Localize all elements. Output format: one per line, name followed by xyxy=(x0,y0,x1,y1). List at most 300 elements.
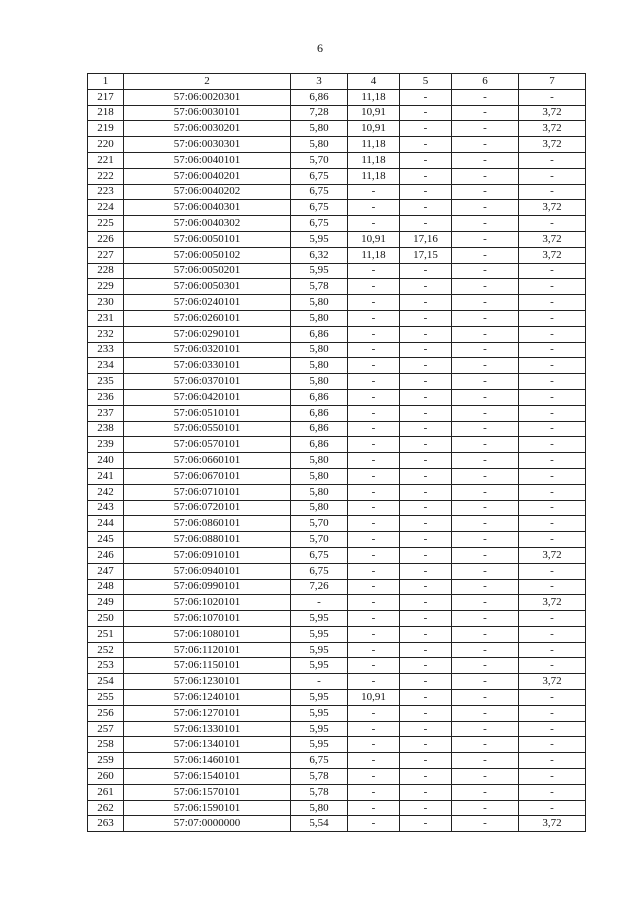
col5-cell: - xyxy=(400,769,452,785)
col7-cell: - xyxy=(519,563,586,579)
column-header: 1 xyxy=(88,74,124,90)
table-row xyxy=(88,642,586,658)
cadastral-code-cell: 57:06:0050102 xyxy=(124,247,291,263)
table-row xyxy=(88,690,586,706)
col7-cell: - xyxy=(519,769,586,785)
table-row xyxy=(88,89,586,105)
column-header: 5 xyxy=(400,74,452,90)
cadastral-code-cell: 57:06:0240101 xyxy=(124,295,291,311)
col4-cell: - xyxy=(348,437,400,453)
col3-cell: 6,75 xyxy=(291,547,348,563)
col7-cell: - xyxy=(519,800,586,816)
cadastral-code-cell: 57:06:1020101 xyxy=(124,595,291,611)
col6-cell: - xyxy=(452,611,519,627)
col5-cell: - xyxy=(400,89,452,105)
col6-cell: - xyxy=(452,721,519,737)
col7-cell: 3,72 xyxy=(519,105,586,121)
row-number-cell: 217 xyxy=(88,89,124,105)
table-row xyxy=(88,184,586,200)
table-row xyxy=(88,800,586,816)
col4-cell: 10,91 xyxy=(348,105,400,121)
col6-cell: - xyxy=(452,389,519,405)
cadastral-code-cell: 57:06:0330101 xyxy=(124,358,291,374)
col7-cell: - xyxy=(519,737,586,753)
col4-cell: - xyxy=(348,642,400,658)
col6-cell: - xyxy=(452,705,519,721)
col5-cell: - xyxy=(400,484,452,500)
col4-cell: - xyxy=(348,389,400,405)
col6-cell: - xyxy=(452,484,519,500)
col4-cell: 10,91 xyxy=(348,690,400,706)
col7-cell: - xyxy=(519,437,586,453)
col4-cell: - xyxy=(348,579,400,595)
col5-cell: 17,16 xyxy=(400,231,452,247)
table-row xyxy=(88,168,586,184)
row-number-cell: 244 xyxy=(88,516,124,532)
col4-cell: - xyxy=(348,295,400,311)
row-number-cell: 232 xyxy=(88,326,124,342)
col3-cell: 5,80 xyxy=(291,453,348,469)
table-row xyxy=(88,547,586,563)
cadastral-code-cell: 57:06:0570101 xyxy=(124,437,291,453)
table-row xyxy=(88,658,586,674)
table-row xyxy=(88,247,586,263)
col7-cell: - xyxy=(519,484,586,500)
col5-cell: - xyxy=(400,626,452,642)
table-row xyxy=(88,405,586,421)
col5-cell: - xyxy=(400,358,452,374)
column-header: 4 xyxy=(348,74,400,90)
table-row xyxy=(88,626,586,642)
table-row xyxy=(88,784,586,800)
row-number-cell: 220 xyxy=(88,137,124,153)
col3-cell: 5,80 xyxy=(291,310,348,326)
col4-cell: 10,91 xyxy=(348,121,400,137)
col5-cell: - xyxy=(400,532,452,548)
row-number-cell: 256 xyxy=(88,705,124,721)
cadastral-code-cell: 57:06:0940101 xyxy=(124,563,291,579)
row-number-cell: 245 xyxy=(88,532,124,548)
col3-cell: 6,86 xyxy=(291,89,348,105)
col7-cell: 3,72 xyxy=(519,231,586,247)
col4-cell: - xyxy=(348,547,400,563)
col4-cell: 11,18 xyxy=(348,137,400,153)
col3-cell: 6,32 xyxy=(291,247,348,263)
col3-cell: 7,26 xyxy=(291,579,348,595)
col7-cell: 3,72 xyxy=(519,816,586,832)
col7-cell: 3,72 xyxy=(519,247,586,263)
col3-cell: 5,95 xyxy=(291,658,348,674)
cadastral-code-cell: 57:07:0000000 xyxy=(124,816,291,832)
table-body xyxy=(88,89,586,831)
col7-cell: - xyxy=(519,263,586,279)
table-row xyxy=(88,579,586,595)
table-row xyxy=(88,263,586,279)
table-header-row xyxy=(88,74,586,90)
row-number-cell: 230 xyxy=(88,295,124,311)
col5-cell: - xyxy=(400,295,452,311)
col4-cell: - xyxy=(348,705,400,721)
col3-cell: 6,86 xyxy=(291,326,348,342)
col7-cell: - xyxy=(519,721,586,737)
cadastral-code-cell: 57:06:0510101 xyxy=(124,405,291,421)
col6-cell: - xyxy=(452,200,519,216)
table-row xyxy=(88,342,586,358)
col5-cell: - xyxy=(400,168,452,184)
row-number-cell: 260 xyxy=(88,769,124,785)
col4-cell: - xyxy=(348,216,400,232)
col7-cell: - xyxy=(519,279,586,295)
table-row xyxy=(88,374,586,390)
table-row xyxy=(88,121,586,137)
col3-cell: 5,80 xyxy=(291,800,348,816)
row-number-cell: 255 xyxy=(88,690,124,706)
row-number-cell: 239 xyxy=(88,437,124,453)
col4-cell: - xyxy=(348,816,400,832)
col4-cell: 10,91 xyxy=(348,231,400,247)
col6-cell: - xyxy=(452,800,519,816)
col5-cell: - xyxy=(400,279,452,295)
col3-cell: 5,95 xyxy=(291,263,348,279)
col4-cell: - xyxy=(348,421,400,437)
table-row xyxy=(88,200,586,216)
col5-cell: - xyxy=(400,721,452,737)
table-row xyxy=(88,152,586,168)
cadastral-code-cell: 57:06:0050101 xyxy=(124,231,291,247)
col6-cell: - xyxy=(452,374,519,390)
col3-cell: 5,54 xyxy=(291,816,348,832)
col7-cell: - xyxy=(519,295,586,311)
col6-cell: - xyxy=(452,563,519,579)
col6-cell: - xyxy=(452,89,519,105)
table-row xyxy=(88,453,586,469)
col4-cell: - xyxy=(348,468,400,484)
column-header: 2 xyxy=(124,74,291,90)
cadastral-code-cell: 57:06:1270101 xyxy=(124,705,291,721)
col3-cell: - xyxy=(291,674,348,690)
col6-cell: - xyxy=(452,405,519,421)
col6-cell: - xyxy=(452,326,519,342)
table-row xyxy=(88,737,586,753)
col6-cell: - xyxy=(452,231,519,247)
col3-cell: 5,95 xyxy=(291,721,348,737)
col6-cell: - xyxy=(452,500,519,516)
table-row xyxy=(88,516,586,532)
col3-cell: 5,95 xyxy=(291,705,348,721)
col4-cell: - xyxy=(348,595,400,611)
data-table xyxy=(87,73,586,832)
col3-cell: 5,80 xyxy=(291,484,348,500)
cadastral-code-cell: 57:06:0040101 xyxy=(124,152,291,168)
col4-cell: - xyxy=(348,374,400,390)
col6-cell: - xyxy=(452,737,519,753)
col6-cell: - xyxy=(452,279,519,295)
cadastral-code-cell: 57:06:0040302 xyxy=(124,216,291,232)
table-row xyxy=(88,500,586,516)
row-number-cell: 226 xyxy=(88,231,124,247)
col6-cell: - xyxy=(452,358,519,374)
cadastral-code-cell: 57:06:0030201 xyxy=(124,121,291,137)
col5-cell: - xyxy=(400,500,452,516)
col3-cell: 5,95 xyxy=(291,690,348,706)
table-row xyxy=(88,532,586,548)
col4-cell: - xyxy=(348,769,400,785)
row-number-cell: 240 xyxy=(88,453,124,469)
cadastral-code-cell: 57:06:0050201 xyxy=(124,263,291,279)
row-number-cell: 263 xyxy=(88,816,124,832)
cadastral-code-cell: 57:06:0550101 xyxy=(124,421,291,437)
col7-cell: 3,72 xyxy=(519,137,586,153)
col4-cell: - xyxy=(348,326,400,342)
col5-cell: - xyxy=(400,342,452,358)
col7-cell: 3,72 xyxy=(519,547,586,563)
col5-cell: - xyxy=(400,579,452,595)
cadastral-code-cell: 57:06:1340101 xyxy=(124,737,291,753)
col4-cell: - xyxy=(348,358,400,374)
col7-cell: 3,72 xyxy=(519,595,586,611)
cadastral-code-cell: 57:06:0880101 xyxy=(124,532,291,548)
col5-cell: - xyxy=(400,405,452,421)
row-number-cell: 236 xyxy=(88,389,124,405)
col7-cell: - xyxy=(519,500,586,516)
cadastral-code-cell: 57:06:1330101 xyxy=(124,721,291,737)
cadastral-code-cell: 57:06:0320101 xyxy=(124,342,291,358)
col7-cell: - xyxy=(519,579,586,595)
row-number-cell: 222 xyxy=(88,168,124,184)
col6-cell: - xyxy=(452,105,519,121)
table-row xyxy=(88,721,586,737)
table-row xyxy=(88,358,586,374)
table-row xyxy=(88,231,586,247)
row-number-cell: 231 xyxy=(88,310,124,326)
cadastral-code-cell: 57:06:0040201 xyxy=(124,168,291,184)
table-row xyxy=(88,421,586,437)
col6-cell: - xyxy=(452,263,519,279)
col5-cell: - xyxy=(400,184,452,200)
row-number-cell: 248 xyxy=(88,579,124,595)
col6-cell: - xyxy=(452,137,519,153)
col6-cell: - xyxy=(452,674,519,690)
row-number-cell: 238 xyxy=(88,421,124,437)
row-number-cell: 235 xyxy=(88,374,124,390)
col4-cell: - xyxy=(348,500,400,516)
col3-cell: 5,95 xyxy=(291,611,348,627)
cadastral-code-cell: 57:06:0420101 xyxy=(124,389,291,405)
col3-cell: 6,86 xyxy=(291,389,348,405)
table-row xyxy=(88,105,586,121)
row-number-cell: 225 xyxy=(88,216,124,232)
col3-cell: 6,75 xyxy=(291,184,348,200)
table-row xyxy=(88,563,586,579)
col3-cell: 5,80 xyxy=(291,137,348,153)
col5-cell: - xyxy=(400,137,452,153)
col5-cell: - xyxy=(400,642,452,658)
col3-cell: 6,75 xyxy=(291,563,348,579)
col5-cell: - xyxy=(400,121,452,137)
cadastral-code-cell: 57:06:0040301 xyxy=(124,200,291,216)
col4-cell: - xyxy=(348,721,400,737)
row-number-cell: 257 xyxy=(88,721,124,737)
col5-cell: - xyxy=(400,800,452,816)
row-number-cell: 253 xyxy=(88,658,124,674)
col6-cell: - xyxy=(452,784,519,800)
col7-cell: - xyxy=(519,310,586,326)
row-number-cell: 258 xyxy=(88,737,124,753)
col4-cell: 11,18 xyxy=(348,89,400,105)
row-number-cell: 259 xyxy=(88,753,124,769)
col5-cell: 17,15 xyxy=(400,247,452,263)
col4-cell: - xyxy=(348,532,400,548)
col5-cell: - xyxy=(400,105,452,121)
col6-cell: - xyxy=(452,453,519,469)
col6-cell: - xyxy=(452,516,519,532)
col5-cell: - xyxy=(400,784,452,800)
col7-cell: - xyxy=(519,358,586,374)
col6-cell: - xyxy=(452,532,519,548)
row-number-cell: 223 xyxy=(88,184,124,200)
col6-cell: - xyxy=(452,753,519,769)
col3-cell: 5,95 xyxy=(291,642,348,658)
col5-cell: - xyxy=(400,152,452,168)
col7-cell: - xyxy=(519,152,586,168)
col5-cell: - xyxy=(400,816,452,832)
table-row xyxy=(88,137,586,153)
table-row xyxy=(88,279,586,295)
col3-cell: 5,80 xyxy=(291,468,348,484)
cadastral-code-cell: 57:06:0660101 xyxy=(124,453,291,469)
row-number-cell: 251 xyxy=(88,626,124,642)
col6-cell: - xyxy=(452,690,519,706)
col4-cell: - xyxy=(348,800,400,816)
column-header: 7 xyxy=(519,74,586,90)
col3-cell: 6,75 xyxy=(291,168,348,184)
col7-cell: - xyxy=(519,89,586,105)
table-row xyxy=(88,611,586,627)
row-number-cell: 262 xyxy=(88,800,124,816)
col6-cell: - xyxy=(452,184,519,200)
row-number-cell: 249 xyxy=(88,595,124,611)
cadastral-code-cell: 57:06:1230101 xyxy=(124,674,291,690)
col5-cell: - xyxy=(400,516,452,532)
col7-cell: - xyxy=(519,642,586,658)
cadastral-code-cell: 57:06:1070101 xyxy=(124,611,291,627)
row-number-cell: 243 xyxy=(88,500,124,516)
col7-cell: 3,72 xyxy=(519,674,586,690)
col5-cell: - xyxy=(400,563,452,579)
col4-cell: 11,18 xyxy=(348,247,400,263)
table-row xyxy=(88,705,586,721)
col5-cell: - xyxy=(400,753,452,769)
cadastral-code-cell: 57:06:1570101 xyxy=(124,784,291,800)
col3-cell: 6,86 xyxy=(291,437,348,453)
cadastral-code-cell: 57:06:0990101 xyxy=(124,579,291,595)
col6-cell: - xyxy=(452,468,519,484)
cadastral-code-cell: 57:06:0910101 xyxy=(124,547,291,563)
row-number-cell: 229 xyxy=(88,279,124,295)
row-number-cell: 254 xyxy=(88,674,124,690)
col5-cell: - xyxy=(400,595,452,611)
row-number-cell: 228 xyxy=(88,263,124,279)
col6-cell: - xyxy=(452,310,519,326)
col7-cell: - xyxy=(519,326,586,342)
col5-cell: - xyxy=(400,658,452,674)
cadastral-code-cell: 57:06:0030301 xyxy=(124,137,291,153)
col7-cell: - xyxy=(519,342,586,358)
col4-cell: - xyxy=(348,658,400,674)
col6-cell: - xyxy=(452,579,519,595)
row-number-cell: 233 xyxy=(88,342,124,358)
col3-cell: 6,86 xyxy=(291,405,348,421)
col6-cell: - xyxy=(452,152,519,168)
table-row xyxy=(88,753,586,769)
col6-cell: - xyxy=(452,816,519,832)
col5-cell: - xyxy=(400,705,452,721)
col7-cell: - xyxy=(519,168,586,184)
table-row xyxy=(88,769,586,785)
cadastral-code-cell: 57:06:0050301 xyxy=(124,279,291,295)
row-number-cell: 250 xyxy=(88,611,124,627)
col6-cell: - xyxy=(452,295,519,311)
col7-cell: - xyxy=(519,626,586,642)
table-row xyxy=(88,816,586,832)
cadastral-code-cell: 57:06:0290101 xyxy=(124,326,291,342)
col7-cell: - xyxy=(519,532,586,548)
col3-cell: 5,80 xyxy=(291,295,348,311)
table-row xyxy=(88,216,586,232)
col6-cell: - xyxy=(452,547,519,563)
col4-cell: - xyxy=(348,674,400,690)
col4-cell: - xyxy=(348,263,400,279)
col4-cell: - xyxy=(348,200,400,216)
col6-cell: - xyxy=(452,247,519,263)
col5-cell: - xyxy=(400,611,452,627)
col7-cell: 3,72 xyxy=(519,200,586,216)
col4-cell: 11,18 xyxy=(348,152,400,168)
col4-cell: - xyxy=(348,453,400,469)
table-row xyxy=(88,326,586,342)
col7-cell: - xyxy=(519,516,586,532)
col3-cell: 5,70 xyxy=(291,532,348,548)
column-header: 6 xyxy=(452,74,519,90)
col3-cell: 5,95 xyxy=(291,737,348,753)
table-row xyxy=(88,595,586,611)
col4-cell: - xyxy=(348,405,400,421)
cadastral-code-cell: 57:06:1540101 xyxy=(124,769,291,785)
col3-cell: - xyxy=(291,595,348,611)
col5-cell: - xyxy=(400,326,452,342)
col5-cell: - xyxy=(400,421,452,437)
row-number-cell: 242 xyxy=(88,484,124,500)
row-number-cell: 224 xyxy=(88,200,124,216)
col3-cell: 5,80 xyxy=(291,358,348,374)
cadastral-code-cell: 57:06:1460101 xyxy=(124,753,291,769)
cadastral-code-cell: 57:06:0860101 xyxy=(124,516,291,532)
col5-cell: - xyxy=(400,389,452,405)
col4-cell: - xyxy=(348,184,400,200)
col6-cell: - xyxy=(452,421,519,437)
col7-cell: - xyxy=(519,611,586,627)
row-number-cell: 261 xyxy=(88,784,124,800)
row-number-cell: 219 xyxy=(88,121,124,137)
col6-cell: - xyxy=(452,658,519,674)
col3-cell: 5,95 xyxy=(291,231,348,247)
col3-cell: 6,86 xyxy=(291,421,348,437)
row-number-cell: 247 xyxy=(88,563,124,579)
col4-cell: - xyxy=(348,310,400,326)
col4-cell: - xyxy=(348,737,400,753)
col7-cell: - xyxy=(519,184,586,200)
cadastral-code-cell: 57:06:0260101 xyxy=(124,310,291,326)
